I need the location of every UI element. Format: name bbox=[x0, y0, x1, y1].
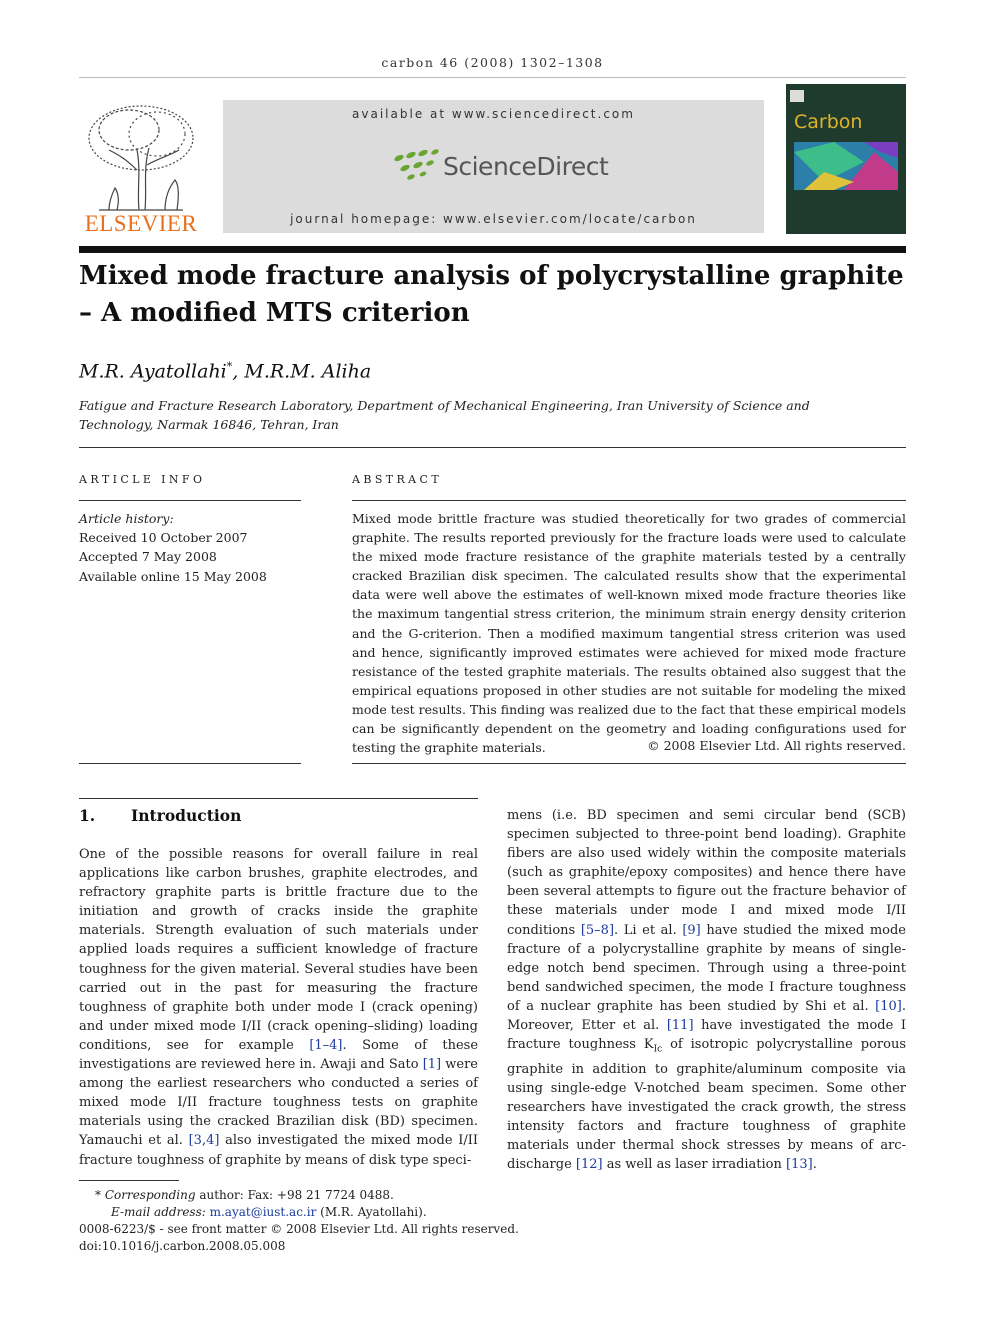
footnote-rule bbox=[79, 1180, 179, 1181]
body-text: mens (i.e. BD specimen and semi circular bend (SCB) specimen subjected to three-point bend loading). Graphite fibers are also used widely within the composite materials (such as graphite/epoxy composites) and hence there have been several attempts to figure out the fracture behavior of these materials under mode I and mixed mode I/II conditions bbox=[507, 808, 906, 938]
footnote-corresponding: Corresponding bbox=[104, 1188, 196, 1202]
body-text: . Li et al. bbox=[614, 922, 683, 938]
article-history bbox=[79, 509, 267, 586]
journal-homepage-link[interactable]: journal homepage: www.elsevier.com/locate/carbon bbox=[290, 212, 697, 226]
article-info-label: ARTICLE INFO bbox=[79, 473, 206, 486]
body-text: One of the possible reasons for overall failure in real applications like carbon brushes, graphite electrodes, and refractory graphite parts is brittle fracture due to the initiation and growth of cracks inside the graphite materials. Strength evaluation of such materials under applied loads requires a sufficient knowledge of fracture toughness for the given material. Several studies have been carried out in the past for measuring the fracture toughness of graphite both under mode I (crack opening) and under mixed mode I/II (crack opening–sliding) loading conditions, see for example bbox=[79, 847, 478, 1053]
footnote-mark: * bbox=[95, 1188, 101, 1202]
citation-link[interactable]: [9] bbox=[682, 922, 701, 938]
footnote-fax: author: Fax: +98 21 7724 0488. bbox=[195, 1188, 394, 1202]
citation-link[interactable]: [1–4] bbox=[309, 1037, 343, 1053]
sciencedirect-wordmark: ScienceDirect bbox=[443, 152, 609, 181]
citation-link[interactable]: [10] bbox=[875, 998, 902, 1014]
sciencedirect-banner bbox=[223, 100, 764, 233]
body-text: have investigated the mode I fracture toughness K bbox=[507, 1018, 906, 1053]
section-title: Introduction bbox=[131, 806, 242, 825]
intro-left-column bbox=[79, 845, 478, 1170]
article-title: Mixed mode fracture analysis of polycrystalline graphite – A modified MTS criterion bbox=[79, 261, 904, 328]
issn-line: 0008-6223/$ - see front matter © 2008 Elsevier Ltd. All rights reserved. bbox=[79, 1222, 519, 1236]
body-text: . Moreover, Etter et al. bbox=[507, 998, 906, 1034]
email-owner: (M.R. Ayatollahi). bbox=[316, 1205, 427, 1219]
citation-link[interactable]: [12] bbox=[575, 1157, 603, 1173]
body-text: as well as laser irradiation bbox=[602, 1157, 787, 1173]
cover-badge bbox=[790, 90, 804, 102]
body-text: also investigated the mixed mode I/II fracture toughness of graphite by means of disk type speci- bbox=[79, 1133, 478, 1168]
doi-line[interactable]: doi:10.1016/j.carbon.2008.05.008 bbox=[79, 1239, 286, 1253]
section-number: 1. bbox=[79, 806, 96, 825]
author-name[interactable]: M.R. Ayatollahi bbox=[79, 360, 227, 383]
citation-link[interactable]: [3 bbox=[188, 1133, 202, 1149]
divider bbox=[79, 798, 478, 799]
kic-subscript: Ic bbox=[653, 1044, 663, 1055]
intro-right-column bbox=[507, 806, 906, 1174]
citation-separator: , bbox=[201, 1133, 207, 1149]
author-name[interactable]: M.R.M. Aliha bbox=[244, 360, 372, 383]
citation-link[interactable]: 4] bbox=[206, 1133, 220, 1149]
email-label: E-mail address: bbox=[111, 1205, 210, 1219]
citation-link[interactable]: [1] bbox=[422, 1057, 442, 1073]
elsevier-wordmark: ELSEVIER bbox=[84, 211, 198, 236]
divider bbox=[79, 500, 301, 501]
footnotes bbox=[79, 1187, 579, 1255]
citation-link[interactable]: [5–8] bbox=[580, 922, 615, 938]
body-text: . bbox=[812, 1157, 817, 1173]
sciencedirect-dots-icon bbox=[391, 146, 441, 186]
author-list bbox=[79, 360, 371, 382]
body-text: . Some of these investigations are reviewed here in. Awaji and Sato bbox=[79, 1037, 479, 1073]
cover-title: Carbon bbox=[794, 111, 863, 133]
divider bbox=[352, 763, 906, 764]
divider bbox=[352, 500, 906, 501]
email-link[interactable]: m.ayat@iust.ac.ir bbox=[209, 1205, 317, 1219]
corresponding-author-mark[interactable]: * bbox=[226, 360, 233, 373]
history-heading: Article history: bbox=[79, 511, 174, 526]
citation-link[interactable]: [13] bbox=[786, 1157, 813, 1173]
available-at-link[interactable]: available at www.sciencedirect.com bbox=[352, 107, 635, 121]
divider bbox=[79, 763, 301, 764]
divider bbox=[79, 447, 906, 448]
journal-cover-image bbox=[786, 84, 906, 234]
abstract-label: ABSTRACT bbox=[352, 473, 443, 486]
citation-link[interactable]: [11] bbox=[666, 1018, 694, 1034]
body-text: were among the earliest researchers who conducted a series of mixed mode I/II fracture toughness tests on graphite materials using the cracked Brazilian disk (BD) specimen. Yamauchi et al. bbox=[79, 1057, 478, 1149]
body-text: have studied the mixed mode fracture of a polycrystalline graphite by means of single-edge notch bend specimen. Through using a three-point bend sandwiched specimen, the mode I fracture toughness of a nuclear graphite has been studied by Shi et al. bbox=[507, 922, 906, 1014]
corresponding-author-note bbox=[79, 1187, 579, 1204]
cover-artwork bbox=[794, 142, 898, 190]
running-head: carbon 46 (2008) 1302–1308 bbox=[381, 55, 604, 70]
email-note bbox=[79, 1204, 579, 1221]
abstract-copyright: © 2008 Elsevier Ltd. All rights reserved. bbox=[647, 738, 906, 753]
section-heading bbox=[79, 806, 241, 825]
abstract-text: Mixed mode brittle fracture was studied theoretically for two grades of commercial graphite. The results reported previously for the fracture loads were used to calculate the mixed mode fracture resistance of the graphite materials tested by a centrally cracked Brazilian disk specimen. The calculated results show that the experimental data were well above the estimates of well-known mixed mode fracture theories like the maximum tangential stress criterion, the minimum strain energy density criterion and the G-criterion. Then a modified maximum tangential stress criterion was used and hence, significantly improved estimates were achieved for mixed mode fracture resistance of the tested graphite materials. The results obtained also suggest that the empirical equations proposed in other studies are not suitable for modeling the mixed mode test results. This finding was realized due to the fact that these empirical models can be significantly dependent on the geometry and loading configurations used for testing the graphite materials. bbox=[352, 511, 906, 756]
accepted-date: Accepted 7 May 2008 bbox=[79, 549, 217, 565]
header-rule bbox=[79, 77, 906, 78]
affiliation: Fatigue and Fracture Research Laboratory, Department of Mechanical Engineering, Iran University of Science and Technology, Narmak 16846, Tehran, Iran bbox=[79, 398, 810, 432]
author-separator: , bbox=[232, 360, 245, 383]
online-date: Available online 15 May 2008 bbox=[79, 568, 267, 584]
body-text: of isotropic polycrystalline porous graphite in addition to graphite/aluminum composite via using single-edge V-notched beam specimen. Some other researchers have investigated the crack growth, the stress intensity factors and fracture toughness of graphite materials under thermal shock stresses by means of arc-discharge bbox=[507, 1037, 906, 1173]
received-date: Received 10 October 2007 bbox=[79, 530, 248, 546]
masthead-bar bbox=[79, 246, 906, 253]
